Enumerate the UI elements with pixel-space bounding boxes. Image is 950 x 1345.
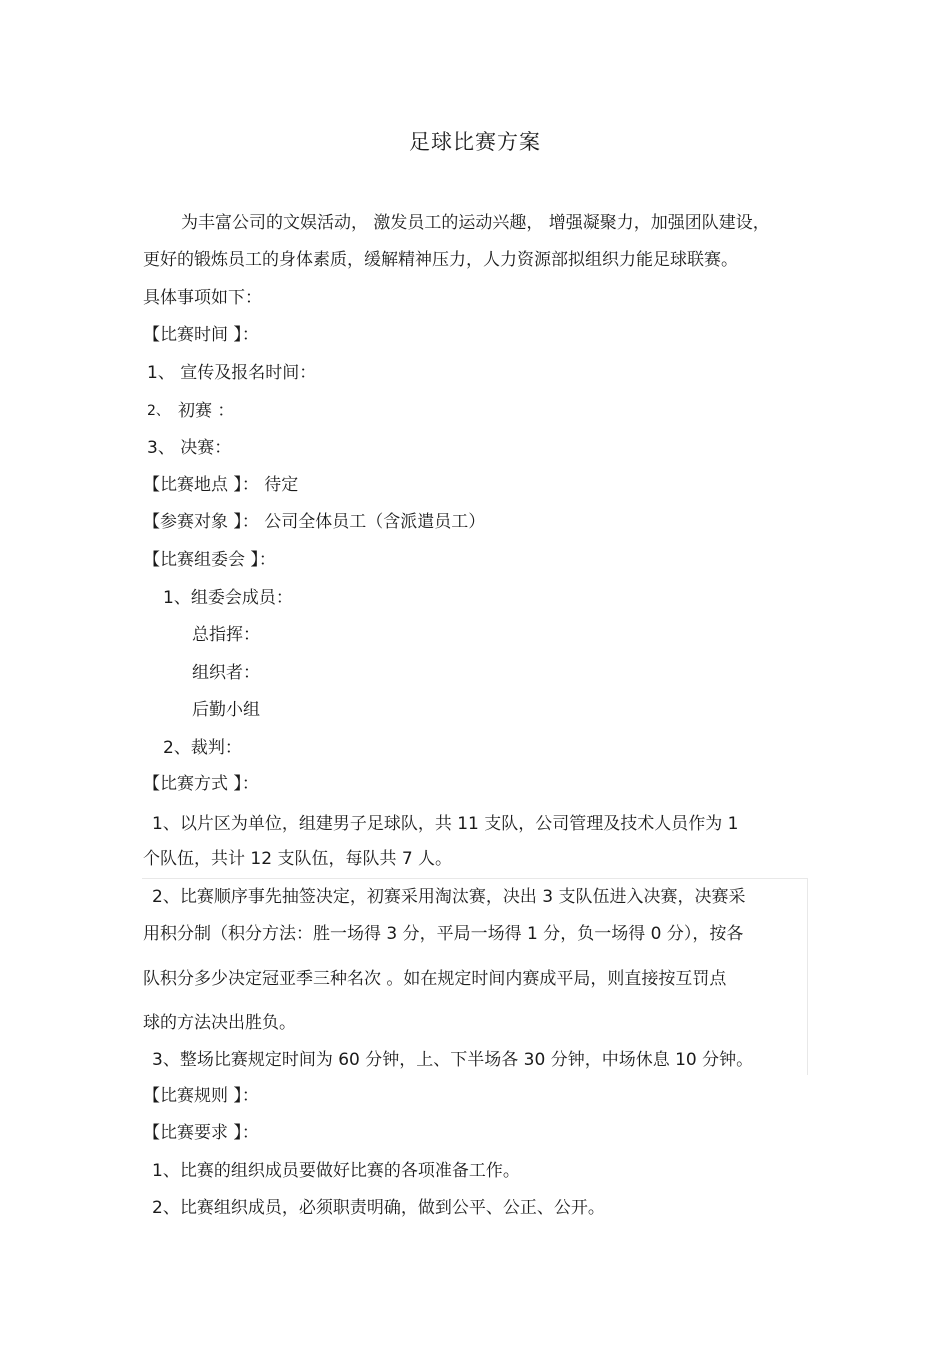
requirements-heading: 【比赛要求 】：	[143, 1123, 259, 1143]
format-item-2-line-3: 队积分多少决定冠亚季三种名次 。如在规定时间内赛成平局，则直接按互罚点	[143, 969, 727, 989]
time-item-3: 3、 决赛：	[147, 438, 232, 458]
requirements-item-2: 2、比赛组织成员，必须职责明确，做到公平、公正、公开。	[152, 1198, 605, 1218]
organizer-line: 组织者：	[192, 663, 260, 683]
format-item-2-line-2: 用积分制（积分方法：胜一场得 3 分，平局一场得 1 分，负一场得 0 分），按各	[143, 924, 744, 944]
time-item-1: 1、 宣传及报名时间：	[147, 363, 317, 383]
format-item-1-line-1: 1、以片区为单位，组建男子足球队，共 11 支队，公司管理及技术人员作为 1	[152, 814, 739, 834]
logistics-line: 后勤小组	[192, 700, 260, 720]
commander-line: 总指挥：	[192, 625, 260, 645]
time-heading: 【比赛时间 】：	[143, 325, 259, 345]
intro-line-1: 为丰富公司的文娱活动， 激发员工的运动兴趣， 增强凝聚力，加强团队建设，	[181, 213, 770, 233]
format-item-2-line-1: 2、比赛顺序事先抽签决定，初赛采用淘汰赛，决出 3 支队伍进入决赛，决赛采	[152, 887, 746, 907]
format-heading: 【比赛方式 】：	[143, 774, 259, 794]
committee-item-1: 1、组委会成员：	[163, 588, 293, 608]
time-item-2-number: 2、	[147, 403, 170, 419]
format-item-2-line-4: 球的方法决出胜负。	[143, 1013, 296, 1033]
format-item-3: 3、整场比赛规定时间为 60 分钟，上、下半场各 30 分钟，中场休息 10 分钟。	[152, 1050, 754, 1070]
document-title: 足球比赛方案	[409, 130, 541, 154]
format-item-1-line-2: 个队伍，共计 12 支队伍，每队共 7 人。	[143, 849, 453, 869]
committee-heading: 【比赛组委会 】：	[143, 550, 276, 570]
details-heading: 具体事项如下：	[143, 288, 262, 308]
requirements-item-1: 1、比赛的组织成员要做好比赛的各项准备工作。	[152, 1161, 520, 1181]
intro-line-2: 更好的锻炼员工的身体素质，缓解精神压力，人力资源部拟组织力能足球联赛。	[143, 250, 738, 270]
rules-heading: 【比赛规则 】：	[143, 1086, 259, 1106]
committee-item-2: 2、裁判：	[163, 738, 242, 758]
participants-line: 【参赛对象 】： 公司全体员工（含派遣员工）	[143, 512, 486, 532]
time-item-2: 初赛 ：	[178, 401, 235, 421]
location-line: 【比赛地点 】： 待定	[143, 475, 299, 495]
